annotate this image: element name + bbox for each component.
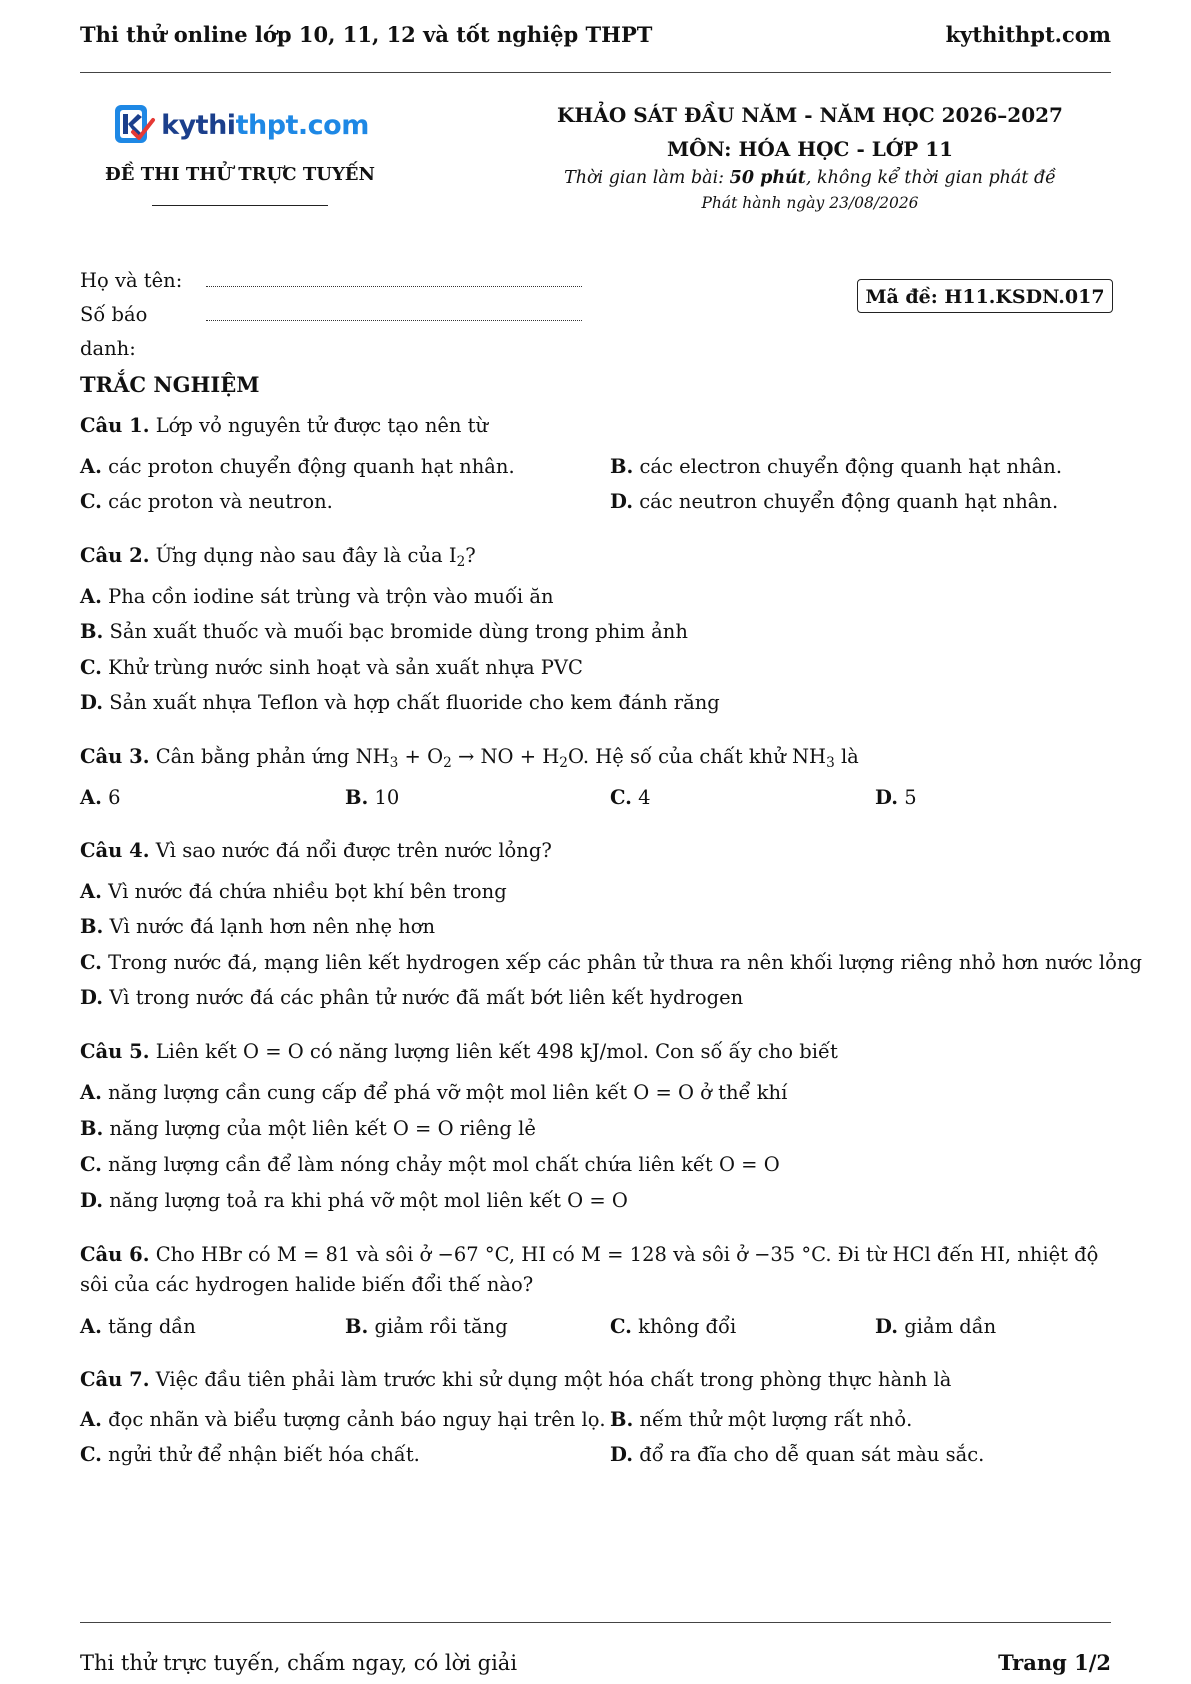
id-label: Số báo danh:	[80, 303, 148, 360]
exam-time: Thời gian làm bài: 50 phút, không kể thời gian phát đề	[564, 168, 1056, 188]
q5-option-a[interactable]: A. năng lượng cần cung cấp để phá vỡ một mol liên kết O = O ở thể khí	[80, 1081, 788, 1104]
q3-option-d[interactable]: D. 5	[875, 786, 917, 809]
q7-option-b[interactable]: B. nếm thử một lượng rất nhỏ.	[610, 1408, 913, 1431]
student-info	[80, 264, 582, 366]
question-5: Câu 5. Liên kết O = O có năng lượng liên kết 498 kJ/mol. Con số ấy cho biết	[80, 1040, 838, 1063]
exam-subject: MÔN: HÓA HỌC - LỚP 11	[666, 137, 954, 161]
q3-option-a[interactable]: A. 6	[80, 786, 121, 809]
q3-option-c[interactable]: C. 4	[610, 786, 651, 809]
q1-option-c[interactable]: C. các proton và neutron.	[80, 490, 333, 513]
q6-option-a[interactable]: A. tăng dần	[80, 1315, 196, 1338]
question-6: Câu 6. Cho HBr có M = 81 và sôi ở −67 °C, HI có M = 128 và sôi ở −35 °C. Đi từ HCl đến HI, nhiệt độ sôi của các hydrogen halide biến đổi thế nào?	[80, 1243, 1099, 1296]
q2-option-b[interactable]: B. Sản xuất thuốc và muối bạc bromide dùng trong phim ảnh	[80, 620, 688, 643]
page-footer	[80, 1622, 1111, 1675]
name-label: Họ và tên:	[80, 269, 183, 292]
q1-option-d[interactable]: D. các neutron chuyển động quanh hạt nhân.	[610, 490, 1059, 513]
section-title: TRẮC NGHIỆM	[80, 372, 260, 397]
logo-mark-icon	[111, 102, 157, 148]
q5-option-b[interactable]: B. năng lượng của một liên kết O = O riêng lẻ	[80, 1117, 536, 1140]
q1-option-a[interactable]: A. các proton chuyển động quanh hạt nhân.	[80, 455, 515, 478]
question-4: Câu 4. Vì sao nước đá nổi được trên nước lỏng?	[80, 839, 552, 862]
q4-option-c[interactable]: C. Trong nước đá, mạng liên kết hydrogen xếp các phân tử thưa ra nên khối lượng riêng nhỏ hơn nước lỏng	[80, 951, 1142, 974]
site-logo	[111, 102, 369, 148]
q4-option-a[interactable]: A. Vì nước đá chứa nhiều bọt khí bên trong	[80, 880, 507, 903]
q3-option-b[interactable]: B. 10	[345, 786, 400, 809]
q5-option-c[interactable]: C. năng lượng cần để làm nóng chảy một mol chất chứa liên kết O = O	[80, 1153, 780, 1176]
question-7: Câu 7. Việc đầu tiên phải làm trước khi sử dụng một hóa chất trong phòng thực hành là	[80, 1368, 952, 1391]
q2-option-d[interactable]: D. Sản xuất nhựa Teflon và hợp chất fluoride cho kem đánh răng	[80, 691, 720, 714]
q7-option-c[interactable]: C. ngửi thử để nhận biết hóa chất.	[80, 1443, 420, 1466]
q1-option-b[interactable]: B. các electron chuyển động quanh hạt nhân.	[610, 455, 1063, 478]
q2-option-a[interactable]: A. Pha cồn iodine sát trùng và trộn vào muối ăn	[80, 585, 554, 608]
exam-code-box: Mã đề: H11.KSDN.017	[857, 279, 1113, 313]
exam-info	[540, 98, 1080, 212]
exam-title: KHẢO SÁT ĐẦU NĂM - NĂM HỌC 2026–2027	[557, 103, 1063, 127]
name-field[interactable]	[206, 268, 582, 287]
online-exam-subtitle: ĐỀ THI THỬ TRỰC TUYẾN	[105, 164, 375, 185]
page-number: Trang 1/2	[998, 1650, 1111, 1675]
header-site[interactable]: kythithpt.com	[945, 22, 1111, 47]
q6-option-b[interactable]: B. giảm rồi tăng	[345, 1315, 508, 1338]
question-1: Câu 1. Lớp vỏ nguyên tử được tạo nên từ	[80, 414, 489, 437]
q7-option-a[interactable]: A. đọc nhãn và biểu tượng cảnh báo nguy hại trên lọ.	[80, 1408, 606, 1431]
q4-option-b[interactable]: B. Vì nước đá lạnh hơn nên nhẹ hơn	[80, 915, 436, 938]
q2-option-c[interactable]: C. Khử trùng nước sinh hoạt và sản xuất nhựa PVC	[80, 656, 583, 679]
q5-option-d[interactable]: D. năng lượng toả ra khi phá vỡ một mol liên kết O = O	[80, 1189, 628, 1212]
question-3: Câu 3. Cân bằng phản ứng $NH_3 + O_2$ → NO + $H_2O$. Hệ số của chất khử $NH_3$ là	[80, 745, 859, 772]
footer-tagline: Thi thử trực tuyến, chấm ngay, có lời giải	[80, 1651, 518, 1675]
subtitle-divider	[152, 205, 328, 206]
question-2: Câu 2. Ứng dụng nào sau đây là của $I_2$?	[80, 544, 476, 571]
q6-option-c[interactable]: C. không đổi	[610, 1315, 737, 1338]
q6-option-d[interactable]: D. giảm dần	[875, 1315, 997, 1338]
id-field[interactable]	[206, 302, 582, 321]
logo-block	[80, 102, 400, 206]
exam-release-date: Phát hành ngày 23/08/2026	[701, 194, 919, 212]
q7-option-d[interactable]: D. đổ ra đĩa cho dễ quan sát màu sắc.	[610, 1443, 985, 1466]
header-title: Thi thử online lớp 10, 11, 12 và tốt nghiệp THPT	[80, 22, 653, 47]
page-header	[80, 22, 1111, 73]
logo-text: kythithpt.com	[161, 109, 369, 141]
q4-option-d[interactable]: D. Vì trong nước đá các phân tử nước đã mất bớt liên kết hydrogen	[80, 986, 744, 1009]
